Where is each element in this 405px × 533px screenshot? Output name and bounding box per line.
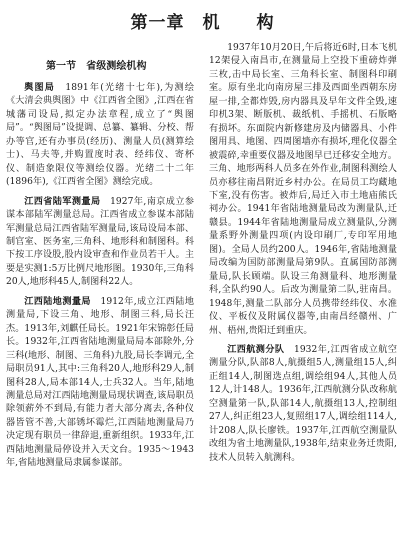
paragraph-land-survey-bureau <box>6 296 194 471</box>
section-title: 第一节 省级测绘机构 <box>46 61 147 72</box>
paragraph-heading: 舆图局 <box>24 83 56 93</box>
paragraph-yutu-bureau <box>6 82 194 190</box>
paragraph-heading: 江西陆地测量局 <box>24 296 91 307</box>
paragraph-heading: 江西省陆军测量局 <box>24 196 101 207</box>
right-column <box>209 42 397 528</box>
paragraph-army-survey-bureau <box>6 196 194 290</box>
paragraph-body: 1932年,江西省成立航空测量分队,队部8人,航摄组5人,测量组15人,纠正组14人,制图选点组,调绘组94人,其他人员12人,计148人。1936年,江西航测分队改称航空测量第一队,队部14人,航摄组13人,控制组27人,纠正组23人,复照组17人,调绘组114人,计208人,队长廖铁。1937年,江西航空测量队改组为省土地测量队,1938年,结束业务迁贵阳,技术人员转入航测科。 <box>209 344 397 463</box>
paragraph-aerial-survey-team <box>209 344 397 465</box>
paragraph-body: 1891年(光绪十七年),为测绘《大清会典舆图》中《江西省全图》,江西在省城藩司设局,拟定办法章程,成立了“舆图局”。“舆图局”设提调、总纂、纂辑、分校、帮办等官,还有办事员(经历)、测量人员(测算绘士)、马夫等,并购置度时表、经纬仪、寄杯仪、制造象限仪等测绘仪器。光绪二十二年(1896年),《江西省全图》测绘完成。 <box>6 83 194 188</box>
chapter-title: 第一章 机 构 <box>130 13 275 33</box>
paragraph-bombing-1937: 1937年10月20日,午后将近6时,日本飞机12架侵入南昌市,在测量局上空投下重磅炸弹三枚,击中局长室、三角科长室、制图科印刷室。原有坐北向南房屋三排及西面坐西朝东房屋一排,全都炸毁,房内器具及早年文件全毁,速印机3架、断版机、裁纸机、手摇机、石版略有损坏。东面院内新修建房及内储器具、小件图用具、地图、四周图墙亦有损坏,理化仪器全被震碎,幸重要仪器及地图早已迁移安全地方。三角、地形两科人员多在外作业,制图科测绘人员亦移往南昌附近乡村办公。在局员工均藏地下室,没有伤害。被炸后,局迁入市土地庙熊氏祠办公。1941年省陆地测量局改为测量队,迁赣县。1944年省陆地测量局成立测量队,分测量系野外测量四项(内设印刷厂,专印军用地图)。全局人员约200人。1946年,省陆地测量局改编为国防部测量局第9队。直属国防部测量局,队长顾端。队设三角测量科、地形测量科,全队约90人。后改为测量第二队,驻南昌。1948年,测量二队部分人员携带经纬仪、水准仪、平板仪及附属仪器等,由南昌经赣州、广州、梧州,贵阳迁到重庆。 <box>209 43 397 336</box>
left-column <box>6 42 194 528</box>
paragraph-body: 1912年,成立江西陆地测量局,下设三角、地形、制图三科,局长汪杰。1913年,刘麒任局长。1921年宋锦彰任局长。1932年,江西省陆地测量局局本部除外,分三科(地形、制图、三角科)九股,局长李调元,全局职员91人,其中:三角科20人,地形科29人,制图科28人,局本部14人,士兵32人。当年,陆地测量总局对江西陆地测量局现状调查,该局职员除领薪外不到局,有能力者大部分离去,各种仪器皆管不善,大部锈坏霉烂,江西陆地测量局乃决定现有职员一律辞退,重新组织。1933年,江西陆地测量局停设并入天文台。1935～1943年,省陆地测量局隶属参谋部。 <box>6 296 194 469</box>
paragraph-heading: 江西航测分队 <box>227 344 285 355</box>
paragraph-body: 1927年,南京成立参谋本部陆军测量总局。江西省成立参谋本部陆军测量总局江西省陆军测量局,该局设局本部、制官室、医务室,三角科、地形科和制图科。科下按工序设股,股内设审查和作业员若干人。主要是实测1:5万比例尺地形图。1930年,三角科20人,地形科45人,制图科22人。 <box>6 196 194 288</box>
